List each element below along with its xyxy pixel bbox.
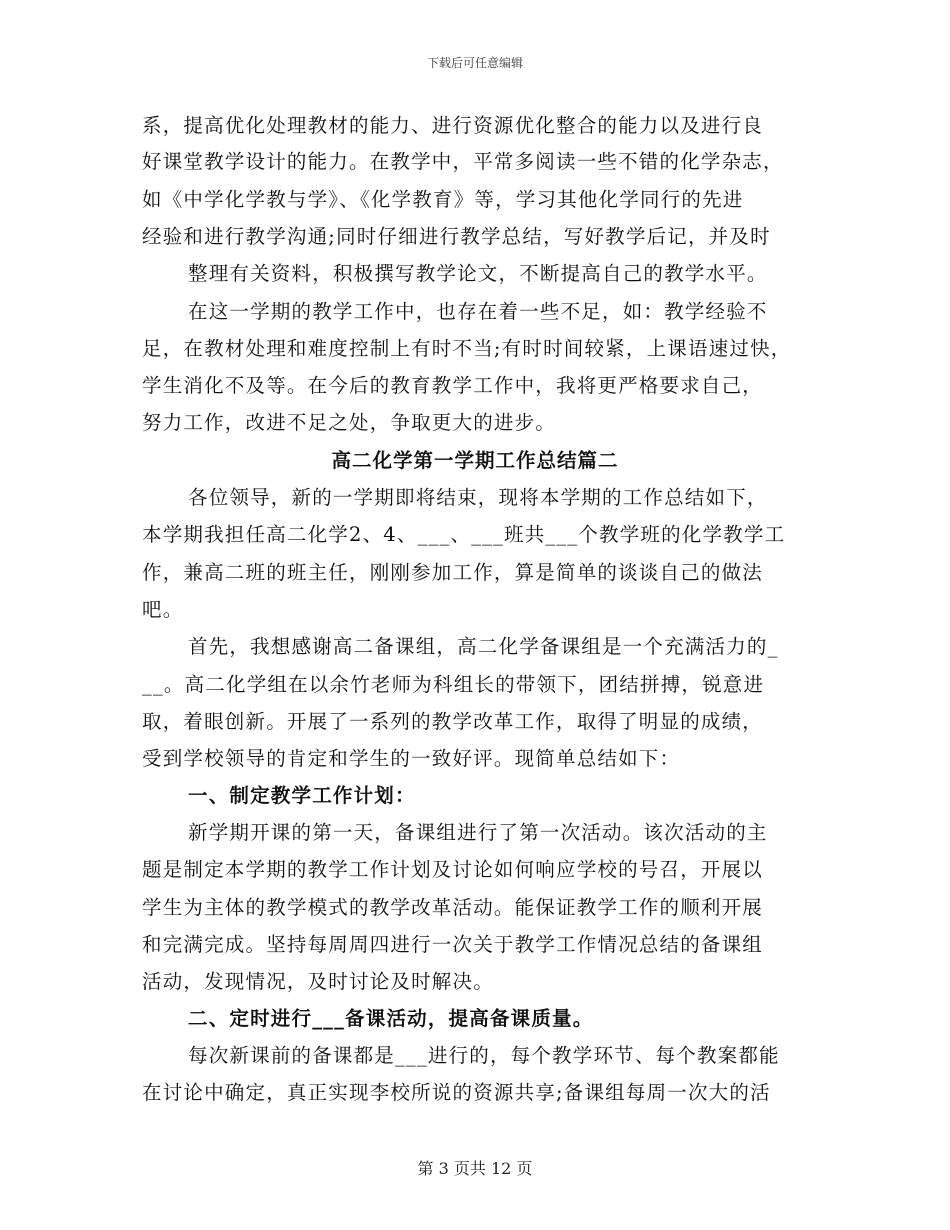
body-line: 本学期我担任高二化学2、4、___、___班共___个教学班的化学教学工 (142, 523, 786, 546)
section-title: 高二化学第一学期工作总结篇二 (331, 449, 619, 472)
page-header: 下载后可任意编辑 (426, 56, 523, 70)
body-line: 经验和进行教学沟通;同时仔细进行教学总结，写好教学后记，并及时 (142, 225, 771, 248)
body-line: 在讨论中确定，真正实现李校所说的资源共享;备课组每周一次大的活 (142, 1081, 771, 1104)
body-line: 吧。 (142, 598, 184, 621)
body-line: 学生消化不及等。在今后的教育教学工作中，我将更严格要求自己， (142, 374, 764, 397)
body-line: 各位领导，新的一学期即将结束，现将本学期的工作总结如下， (188, 486, 768, 509)
subheading: 一、制定教学工作计划： (188, 784, 416, 807)
body-line: 活动，发现情况，及时讨论及时解决。 (142, 970, 494, 993)
body-line: 整理有关资料，积极撰写教学论文，不断提高自己的教学水平。 (188, 262, 768, 285)
body-line: 受到学校领导的肯定和学生的一致好评。现简单总结如下： (142, 747, 681, 770)
body-line: 题是制定本学期的教学工作计划及讨论如何响应学校的号召，开展以 (142, 858, 764, 881)
body-line: 和完满完成。坚持每周周四进行一次关于教学工作情况总结的备课组 (142, 933, 764, 956)
body-line: 系，提高优化处理教材的能力、进行资源优化整合的能力以及进行良 (142, 114, 764, 137)
body-line: 努力工作，改进不足之处，争取更大的进步。 (142, 411, 557, 434)
body-line: 好课堂教学设计的能力。在教学中，平常多阅读一些不错的化学杂志， (142, 150, 784, 173)
body-line: 足，在教材处理和难度控制上有时不当;有时时间较紧，上课语速过快， (142, 337, 792, 360)
body-line: 新学期开课的第一天，备课组进行了第一次活动。该次活动的主 (188, 821, 768, 844)
subheading: 二、定时进行___备课活动，提高备课质量。 (188, 1007, 594, 1030)
body-line: 首先，我想感谢高二备课组，高二化学备课组是一个充满活力的_ (188, 635, 779, 658)
body-line: 取，着眼创新。开展了一系列的教学改革工作，取得了明显的成绩， (142, 710, 764, 733)
page-footer: 第 3 页共 12 页 (417, 1159, 533, 1178)
body-line: 如《中学化学教与学》、《化学教育》等，学习其他化学同行的先进 (142, 188, 744, 211)
body-line: 作，兼高二班的班主任，刚刚参加工作，算是简单的谈谈自己的做法 (142, 561, 764, 584)
body-line: 学生为主体的教学模式的教学改革活动。能保证教学工作的顺利开展 (142, 896, 764, 919)
body-line: 在这一学期的教学工作中，也存在着一些不足，如：教学经验不 (188, 300, 768, 323)
body-line: __。高二化学组在以余竹老师为科组长的带领下，团结拼搏，锐意进 (142, 673, 765, 696)
body-line: 每次新课前的备课都是___进行的，每个教学环节、每个教案都能 (188, 1044, 780, 1067)
